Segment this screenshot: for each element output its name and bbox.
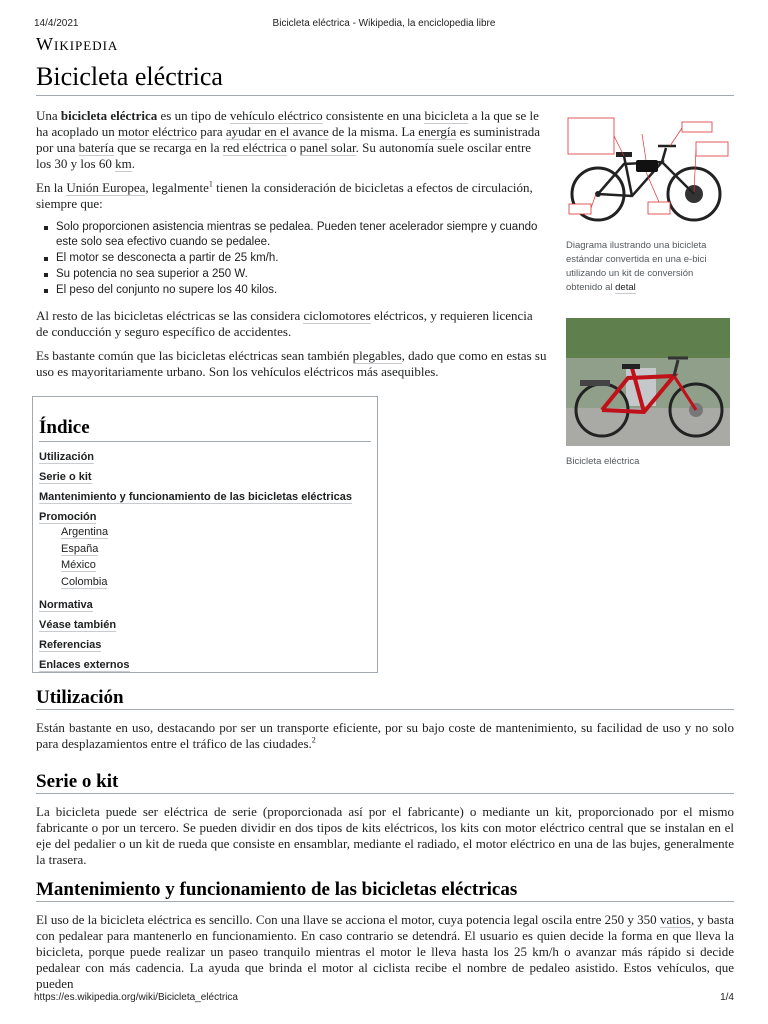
intro-paragraph-2 — [36, 180, 548, 212]
intro-paragraph-4 — [36, 348, 548, 380]
ebike-diagram-image[interactable] — [566, 112, 730, 230]
link-vehiculo-electrico[interactable]: vehículo eléctrico — [229, 108, 323, 123]
list-item: Su potencia no sea superior a 250 W. — [56, 267, 548, 282]
link-union-europea[interactable]: Unión Europea — [66, 180, 146, 195]
toc-item-label: Colombia — [61, 575, 108, 588]
reference-1[interactable]: 1 — [208, 179, 213, 189]
text: , y basta con pedalear para mantenerlo en funcionamiento. En caso contrario se detendrá. El usuario es quien decide la forma en que lleva la bicicleta, porque puede realizar un paseo tranquilo mientras el motor le lleva hasta los 25 km/h o avanzar más rápido si decide pedalear con más cadencia. La ayuda que brinda el motor al ciclista recibe el nombre de pedaleo asistido. Estos vehículos, que pueden — [36, 912, 734, 991]
print-date: 14/4/2021 — [34, 18, 79, 29]
link-ciclomotores[interactable]: ciclomotores — [303, 308, 371, 323]
text: Es bastante común que las bicicletas eléctricas sean también — [36, 348, 353, 363]
text: En la — [36, 180, 67, 195]
text: eléctricos, y requieren licencia de conducción y seguro específico de accidentes. — [36, 308, 533, 339]
text: es suministrada por una — [36, 124, 541, 155]
section-paragraph — [36, 912, 734, 992]
toc-item-mantenimiento[interactable] — [39, 489, 371, 509]
toc-item-label: Véase también — [39, 619, 117, 631]
text: es un tipo de — [157, 108, 230, 123]
text: Diagrama ilustrando una bicicleta estándar convertida en una e-bici utilizando un kit de conversión obtenido al — [566, 240, 707, 293]
link-detal[interactable]: detal — [615, 282, 636, 293]
figure-photo — [566, 318, 730, 469]
toc-subitem-colombia[interactable] — [39, 575, 371, 592]
toc-item-enlaces-externos[interactable] — [39, 657, 371, 677]
toc-subitem-mexico[interactable] — [39, 558, 371, 575]
toc-item-utilizacion[interactable] — [39, 449, 371, 469]
toc-item-label: Utilización — [39, 451, 95, 463]
text: El uso de la bicicleta eléctrica es sencillo. Con una llave se acciona el motor, cuya potencia legal oscila entre 250 y 350 — [36, 912, 660, 927]
toc-item-label: Serie o kit — [39, 471, 92, 483]
text: Al resto de las bicicletas eléctricas se las considera — [36, 308, 304, 323]
text: , dado que como en estas su uso es mayoritariamente urbano. Son los vehículos eléctricos más asequibles. — [36, 348, 547, 379]
text: de la misma. La — [328, 124, 419, 139]
toc-item-label: España — [61, 542, 99, 555]
link-bicicleta[interactable]: bicicleta — [424, 108, 469, 123]
text: Están bastante en uso, destacando por ser un transporte eficiente, por su bajo coste de mantenimiento, su facilidad de uso y no solo para desplazamientos entre el tráfico de las ciudades. — [36, 720, 734, 751]
link-vatios[interactable]: vatios — [659, 912, 691, 927]
text: , legalmente — [145, 180, 209, 195]
diagram-caption — [566, 239, 730, 295]
text: que se recarga en la — [113, 140, 223, 155]
link-energia[interactable]: energía — [418, 124, 457, 139]
intro-paragraph-1 — [36, 108, 548, 172]
section-mantenimiento — [36, 879, 734, 992]
list-item: Solo proporcionen asistencia mientras se pedalea. Pueden tener acelerador siempre y cuando este solo sea efectivo cuando se pedalee. — [56, 220, 548, 250]
section-heading: Serie o kit — [36, 774, 734, 794]
section-utilizacion — [36, 687, 734, 752]
section-paragraph: La bicicleta puede ser eléctrica de serie (proporcionada así por el fabricante) o mediante un kit, proporcionado por el mismo fabricante o por un tercero. Se pueden dividir en dos tipos de kits eléctricos, los kits con motor eléctrico central que se instalan en el eje del pedalier o un kit de rueda que consiste en ensamblar, mediante el radiado, el motor eléctrico en una de las bujes, generalmente la trasera. — [36, 804, 734, 867]
section-paragraph — [36, 720, 734, 752]
link-plegables[interactable]: plegables — [352, 348, 402, 363]
toc-item-label: Argentina — [61, 526, 109, 538]
link-ayudar-avance[interactable]: ayudar en el avance — [225, 124, 329, 139]
text: consistente en una — [322, 108, 425, 123]
toc-item-label: Referencias — [39, 639, 102, 651]
link-bateria[interactable]: batería — [78, 140, 114, 155]
toc-title: Índice — [39, 403, 371, 442]
text: . — [131, 156, 135, 171]
text: Una — [36, 108, 61, 123]
print-footer — [34, 992, 734, 1006]
toc-item-promocion[interactable] — [39, 509, 371, 525]
page-number: 1/4 — [720, 992, 734, 1003]
section-heading: Utilización — [36, 690, 734, 710]
toc-item-referencias[interactable] — [39, 637, 371, 657]
list-item: El motor se desconecta a partir de 25 km/h. — [56, 251, 548, 266]
toc-item-label: Normativa — [39, 599, 93, 611]
toc-item-serie-kit[interactable] — [39, 469, 371, 489]
intro-paragraph-3 — [36, 308, 548, 340]
bold-term: bicicleta eléctrica — [60, 108, 158, 123]
print-header — [34, 18, 734, 32]
link-motor-electrico[interactable]: motor eléctrico — [117, 124, 198, 139]
text: a la que se le ha acoplado un — [36, 108, 539, 139]
text: o — [286, 140, 300, 155]
wikipedia-wordmark[interactable]: Wikipedia — [36, 34, 119, 54]
link-km[interactable]: km — [115, 156, 132, 171]
text: . Su autonomía suele oscilar entre los 30 y los 60 — [36, 140, 532, 171]
toc-item-normativa[interactable] — [39, 597, 371, 617]
table-of-contents — [32, 396, 378, 673]
intro-content — [36, 108, 548, 388]
print-title: Bicicleta eléctrica - Wikipedia, la enciclopedia libre — [272, 18, 496, 29]
section-serie-kit — [36, 771, 734, 868]
conditions-list — [36, 220, 548, 298]
toc-subitem-espana[interactable] — [39, 542, 371, 559]
toc-item-label: Mantenimiento y funcionamiento de las bicicletas eléctricas — [39, 491, 352, 503]
text: tienen la consideración de bicicletas a efectos de circulación, siempre que: — [36, 180, 533, 211]
ebike-photo-image[interactable] — [566, 318, 730, 446]
figure-diagram — [566, 112, 730, 295]
toc-item-vease-tambien[interactable] — [39, 617, 371, 637]
section-heading: Mantenimiento y funcionamiento de las bicicletas eléctricas — [36, 882, 734, 902]
toc-item-label: México — [61, 559, 96, 571]
page-url: https://es.wikipedia.org/wiki/Bicicleta_eléctrica — [34, 992, 238, 1003]
toc-item-label: Enlaces externos — [39, 659, 130, 671]
photo-caption: Bicicleta eléctrica — [566, 456, 640, 467]
link-red-electrica[interactable]: red eléctrica — [222, 140, 287, 155]
reference-2[interactable]: 2 — [311, 735, 316, 745]
toc-item-label: Promoción — [39, 511, 97, 523]
toc-subitem-argentina[interactable] — [39, 525, 371, 542]
list-item: El peso del conjunto no supere los 40 kilos. — [56, 283, 548, 298]
page-title: Bicicleta eléctrica — [36, 62, 734, 96]
text: para — [197, 124, 226, 139]
link-panel-solar[interactable]: panel solar — [299, 140, 356, 155]
